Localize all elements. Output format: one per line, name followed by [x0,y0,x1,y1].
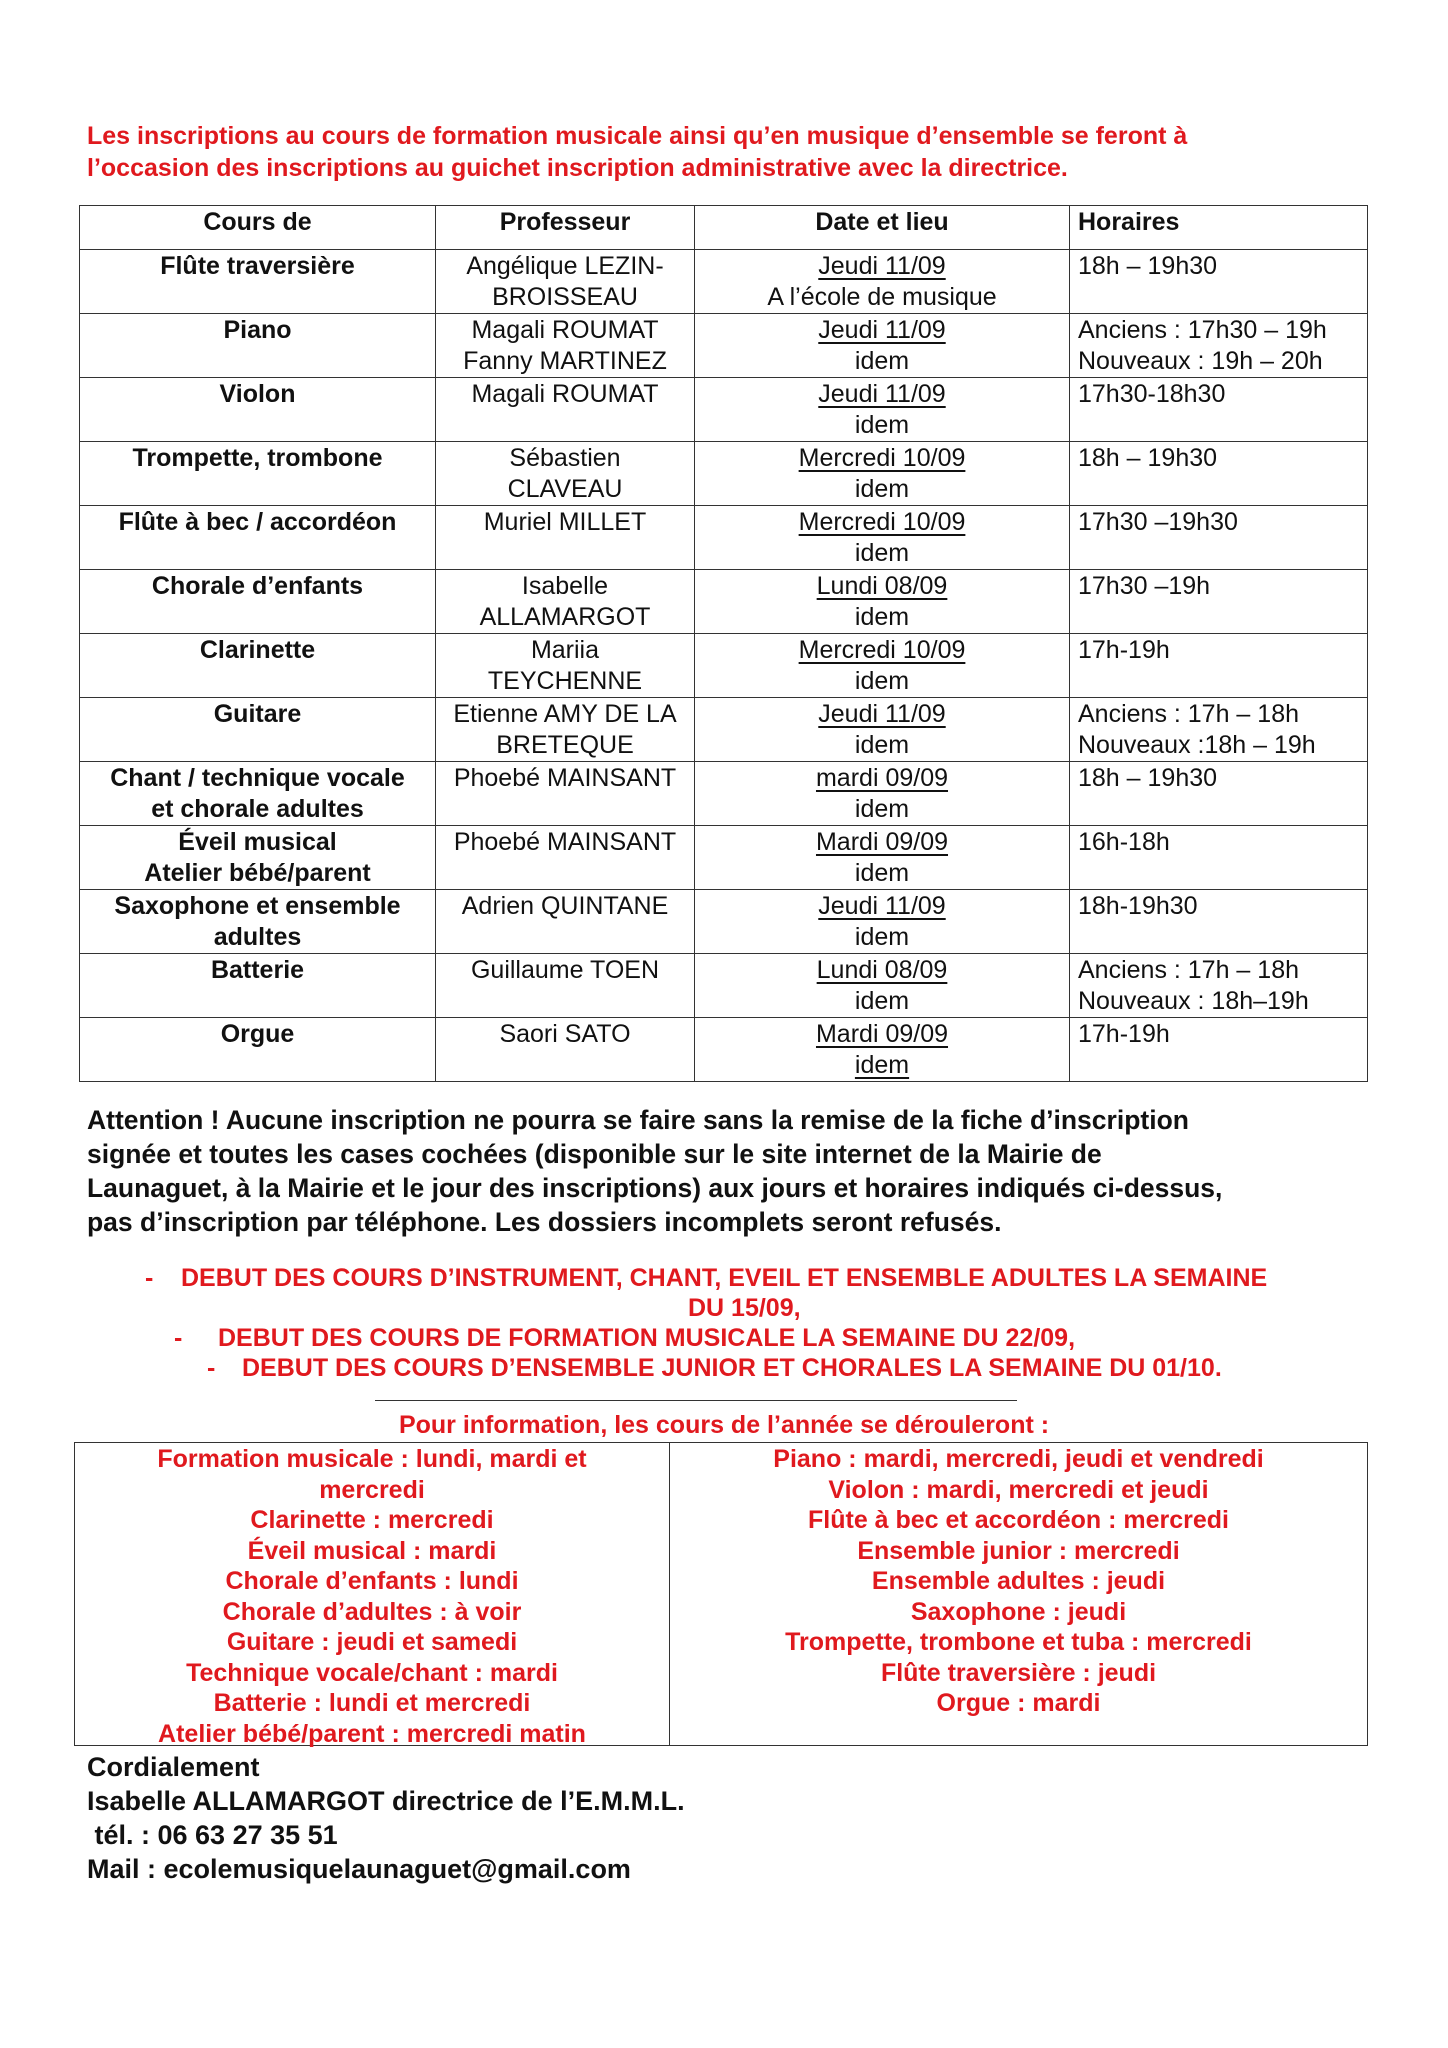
teacher-name: Isabelle [521,572,609,600]
teacher-name: Angélique LEZIN- [466,252,664,280]
teacher-name: TEYCHENNE [487,667,643,695]
course-date: Jeudi 11/09 [818,892,946,920]
course-place: idem [854,603,910,631]
hours-cell [1070,698,1368,762]
teacher-cell [436,634,695,698]
course-place: idem [854,667,910,695]
course-cell [80,1018,436,1082]
teacher-cell [436,378,695,442]
course-hours: 17h-19h [1078,636,1170,664]
attention-line: Attention ! Aucune inscription ne pourra se faire sans la remise de la fiche d’inscription [87,1105,1189,1135]
course-name: Guitare [213,700,302,728]
teacher-cell [436,762,695,826]
course-hours: 18h – 19h30 [1078,764,1218,792]
course-cell [80,250,436,314]
teacher-cell [436,698,695,762]
course-hours: 18h – 19h30 [1078,444,1218,472]
list-dash: - [207,1354,216,1382]
teacher-cell [436,890,695,954]
course-hours: 18h – 19h30 [1078,252,1218,280]
course-place: idem [854,795,910,823]
divider [375,1400,1017,1401]
hours-cell [1070,634,1368,698]
course-place: idem [854,539,910,567]
course-name: Trompette, trombone [132,444,383,472]
intro-line-1: Les inscriptions au cours de formation musicale ainsi qu’en musique d’ensemble se feront à [87,122,1188,150]
teacher-name: Magali ROUMAT [471,316,659,344]
hours-cell [1070,890,1368,954]
list-dash: - [145,1264,154,1292]
phone: tél. : 06 63 27 35 51 [87,1820,338,1850]
course-place: idem [854,411,910,439]
table-row [80,378,1368,442]
schedule-day-item: mercredi [319,1475,425,1504]
course-date: Lundi 08/09 [816,956,948,984]
start-item-2: DEBUT DES COURS DE FORMATION MUSICALE LA SEMAINE DU 22/09, [218,1324,1076,1352]
date-place-cell [695,442,1070,506]
course-hours: 17h-19h [1078,1020,1170,1048]
schedule-day-item: Piano : mardi, mercredi, jeudi et vendredi [773,1445,1264,1473]
course-name: Flûte traversière [160,252,355,280]
table-row [80,570,1368,634]
teacher-cell [436,250,695,314]
teacher-name: Adrien QUINTANE [461,892,669,920]
hours-cell [1070,506,1368,570]
course-date: Mercredi 10/09 [798,508,966,536]
teacher-cell [436,506,695,570]
table-row [80,890,1368,954]
date-place-cell [695,826,1070,890]
course-hours: Anciens : 17h30 – 19h [1078,316,1327,344]
intro-notice [87,120,1377,184]
course-place: A l’école de musique [767,283,997,311]
course-date: mardi 09/09 [815,764,949,792]
teacher-cell [436,570,695,634]
schedule-day-item: Éveil musical : mardi [247,1536,497,1565]
schedule-day-item: Flûte traversière : jeudi [880,1658,1157,1687]
course-hours: Anciens : 17h – 18h [1078,700,1299,728]
date-place-cell [695,570,1070,634]
attention-notice [87,1103,1387,1239]
course-hours: 18h-19h30 [1078,892,1198,920]
course-date: Mercredi 10/09 [798,636,966,664]
start-item-1: DEBUT DES COURS D’INSTRUMENT, CHANT, EVEIL ET ENSEMBLE ADULTES LA SEMAINE [181,1264,1268,1292]
teacher-cell [436,1018,695,1082]
course-place: idem [854,731,910,759]
hours-cell [1070,826,1368,890]
schedule-day-item: Ensemble adultes : jeudi [871,1567,1166,1595]
course-hours: 17h30 –19h [1078,572,1211,600]
closing: Cordialement [87,1752,260,1782]
teacher-cell [436,826,695,890]
course-name: Violon [219,380,296,408]
date-place-cell [695,762,1070,826]
attention-line: Launaguet, à la Mairie et le jour des inscriptions) aux jours et horaires indiqués ci-dessus, [87,1173,1223,1203]
table-row [80,698,1368,762]
table-row [80,826,1368,890]
course-date: Jeudi 11/09 [818,252,946,280]
signature-block [87,1750,685,1886]
course-name: adultes [213,923,302,951]
course-date: Jeudi 11/09 [818,380,946,408]
list-dash: - [174,1324,183,1352]
hours-cell [1070,570,1368,634]
teacher-name: Phoebé MAINSANT [453,828,677,856]
table-row [80,634,1368,698]
hours-cell [1070,314,1368,378]
hours-cell [1070,954,1368,1018]
course-hours: Nouveaux : 19h – 20h [1078,347,1323,375]
teacher-cell [436,954,695,1018]
teacher-name: Sébastien [509,444,621,472]
course-name: Éveil musical [178,828,337,856]
table-row [80,506,1368,570]
teacher-name: Mariia [530,636,600,664]
course-cell [80,378,436,442]
teacher-cell [436,442,695,506]
weekly-schedule-right [670,1443,1367,1745]
schedule-day-item: Clarinette : mercredi [250,1506,494,1534]
course-hours: 17h30-18h30 [1078,380,1226,408]
hours-cell [1070,378,1368,442]
teacher-name: BROISSEAU [492,283,638,311]
course-cell [80,314,436,378]
table-header-row [80,206,1368,250]
start-item-1-cont: DU 15/09, [688,1294,801,1322]
course-date: Jeudi 11/09 [818,700,946,728]
teacher-name: Muriel MILLET [483,508,647,536]
course-name: Piano [223,316,292,344]
schedule-day-item: Guitare : jeudi et samedi [226,1628,518,1656]
schedule-day-item: Saxophone : jeudi [910,1597,1127,1626]
course-cell [80,570,436,634]
course-name: et chorale adultes [151,795,364,823]
signer-name: Isabelle ALLAMARGOT directrice de l’E.M.M.L. [87,1786,685,1816]
course-place: idem [854,1051,910,1079]
course-hours: 16h-18h [1078,828,1170,856]
course-cell [80,506,436,570]
course-cell [80,442,436,506]
course-place: idem [854,347,910,375]
date-place-cell [695,378,1070,442]
course-date: Lundi 08/09 [816,572,948,600]
teacher-name: ALLAMARGOT [479,603,651,631]
weekly-schedule-left [75,1443,670,1748]
hours-cell [1070,1018,1368,1082]
attention-line: pas d’inscription par téléphone. Les dossiers incomplets seront refusés. [87,1207,1002,1237]
hours-cell [1070,250,1368,314]
course-place: idem [854,923,910,951]
course-place: idem [854,859,910,887]
schedule-day-item: Flûte à bec et accordéon : mercredi [808,1506,1229,1534]
intro-line-2: l’occasion des inscriptions au guichet inscription administrative avec la directrice. [87,154,1068,182]
course-name: Saxophone et ensemble [114,892,401,920]
course-name: Chant / technique vocale [110,764,405,792]
course-cell [80,954,436,1018]
course-place: idem [854,987,910,1015]
date-place-cell [695,890,1070,954]
course-name: Chorale d’enfants [151,572,364,600]
course-hours: Anciens : 17h – 18h [1078,956,1299,984]
course-date: Mardi 09/09 [815,828,949,856]
schedule-day-item: Atelier bébé/parent : mercredi matin [158,1719,586,1748]
header-teacher: Professeur [436,206,695,250]
header-hours: Horaires [1070,206,1368,250]
header-course: Cours de [80,206,436,250]
attention-line: signée et toutes les cases cochées (disponible sur le site internet de la Mairie de [87,1139,1102,1169]
course-cell [80,698,436,762]
schedule-day-item: Violon : mardi, mercredi et jeudi [828,1475,1209,1504]
schedule-table [79,205,1368,1082]
schedule-day-item: Trompette, trombone et tuba : mercredi [785,1628,1252,1656]
teacher-name: Guillaume TOEN [470,956,660,984]
weekly-schedule-box [74,1442,1368,1746]
table-row [80,250,1368,314]
course-cell [80,762,436,826]
course-cell [80,826,436,890]
hours-cell [1070,762,1368,826]
course-hours: Nouveaux : 18h–19h [1078,987,1309,1015]
teacher-name: Magali ROUMAT [471,380,659,408]
table-row [80,314,1368,378]
date-place-cell [695,506,1070,570]
course-name: Batterie [210,956,305,984]
course-hours: Nouveaux :18h – 19h [1078,731,1316,759]
header-date-place: Date et lieu [695,206,1070,250]
course-cell [80,634,436,698]
course-date: Jeudi 11/09 [818,316,946,344]
schedule-day-item: Ensemble junior : mercredi [857,1536,1180,1565]
hours-cell [1070,442,1368,506]
teacher-name: CLAVEAU [507,475,623,503]
schedule-day-item: Chorale d’adultes : à voir [222,1597,522,1626]
course-hours: 17h30 –19h30 [1078,508,1238,536]
course-cell [80,890,436,954]
schedule-day-item: Chorale d’enfants : lundi [225,1567,519,1595]
info-title: Pour information, les cours de l’année se dérouleront : [398,1411,1050,1439]
schedule-body [80,250,1368,1082]
table-row [80,442,1368,506]
teacher-name: Etienne AMY DE LA [453,700,677,728]
course-date: Mardi 09/09 [815,1020,949,1048]
teacher-name: Fanny MARTINEZ [463,347,667,375]
schedule-day-item: Formation musicale : lundi, mardi et [157,1445,587,1473]
schedule-day-item: Technique vocale/chant : mardi [186,1658,558,1687]
course-place: idem [854,475,910,503]
table-row [80,954,1368,1018]
table-row [80,762,1368,826]
date-place-cell [695,1018,1070,1082]
course-date: Mercredi 10/09 [798,444,966,472]
course-name: Clarinette [199,636,316,664]
start-item-3: DEBUT DES COURS D’ENSEMBLE JUNIOR ET CHORALES LA SEMAINE DU 01/10. [242,1354,1222,1382]
date-place-cell [695,314,1070,378]
course-name: Atelier bébé/parent [144,859,371,887]
teacher-cell [436,314,695,378]
teacher-name: Saori SATO [499,1020,631,1048]
teacher-name: BRETEQUE [496,731,634,759]
date-place-cell [695,250,1070,314]
schedule-day-item: Batterie : lundi et mercredi [213,1689,531,1717]
date-place-cell [695,698,1070,762]
course-name: Flûte à bec / accordéon [118,508,397,536]
course-name: Orgue [220,1020,295,1048]
email[interactable]: Mail : ecolemusiquelaunaguet@gmail.com [87,1854,631,1884]
date-place-cell [695,634,1070,698]
table-row [80,1018,1368,1082]
schedule-day-item: Orgue : mardi [936,1689,1101,1717]
teacher-name: Phoebé MAINSANT [453,764,677,792]
date-place-cell [695,954,1070,1018]
